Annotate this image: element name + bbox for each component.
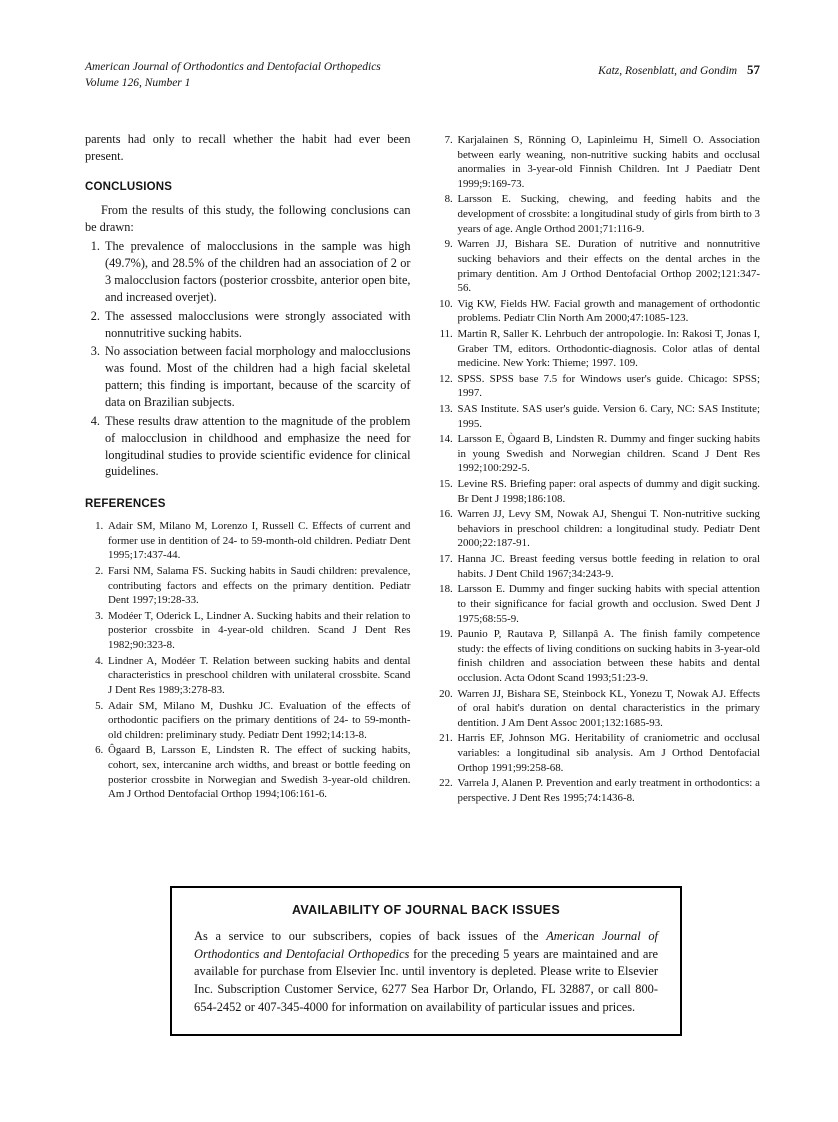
reference-item: 9. Warren JJ, Bishara SE. Duration of nutritive and nonnutritive sucking behaviors and their effects on the dental arches in the primary dentition. Am J Orthod Dentofacial Orthop 2002;121:347-56.: [456, 237, 761, 295]
running-head-authors: Katz, Rosenblatt, and Gondim: [598, 65, 738, 77]
reference-item: 17. Hanna JC. Breast feeding versus bottle feeding in relation to oral habits. J Dent Child 1967;34:243-9.: [456, 552, 761, 581]
journal-name: American Journal of Orthodontics and Dentofacial Orthopedics: [85, 61, 381, 73]
reference-item: 20. Warren JJ, Bishara SE, Steinbock KL, Yonezu T, Nowak AJ. Effects of oral habit's duration on dental characteristics in the primary dentition. J Am Dent Assoc 2001;132:1685-93.: [456, 687, 761, 731]
journal-volume: Volume 126, Number 1: [85, 76, 191, 89]
article-body: [0, 91, 838, 806]
reference-item: 14. Larsson E, Ògaard B, Lindsten R. Dummy and finger sucking habits in young Swedish and Norwegian children. Scand J Dent Res 1992;100:292-5.: [456, 432, 761, 476]
back-issues-journal-name: American Journal of Orthodontics and Dentofacial Orthopedics: [194, 929, 658, 961]
continued-paragraph: parents had only to recall whether the habit had ever been present.: [85, 132, 411, 163]
running-head: [598, 60, 760, 80]
reference-item: 8. Larsson E. Sucking, chewing, and feeding habits and the development of crossbite: a longitudinal study of girls from birth to 3 years of age. Angle Orthod 2001;71:116-9.: [456, 192, 761, 236]
conclusion-item: 4. These results draw attention to the magnitude of the problem of malocclusion in childhood and emphasize the need for longitudinal studies to provide scientific evidence for clinical guidelines.: [103, 413, 411, 480]
left-column: [85, 131, 411, 806]
reference-item: 15. Levine RS. Briefing paper: oral aspects of dummy and digit sucking. Br Dent J 1998;186:108.: [456, 477, 761, 506]
back-issues-body-pre: As a service to our subscribers, copies of back issues of the: [194, 929, 547, 943]
reference-item: 3. Modéer T, Oderick L, Lindner A. Sucking habits and their relation to posterior crossbite in 4-year-old children. Scand J Dent Res 1982;90:323-8.: [106, 609, 411, 653]
reference-item: 10. Vig KW, Fields HW. Facial growth and management of orthodontic problems. Pediatr Clin North Am 2000;47:1085-123.: [456, 297, 761, 326]
conclusions-intro: From the results of this study, the following conclusions can be drawn:: [85, 202, 411, 234]
conclusion-item: 2. The assessed malocclusions were strongly associated with nonnutritive sucking habits.: [103, 308, 411, 342]
reference-item: 13. SAS Institute. SAS user's guide. Version 6. Cary, NC: SAS Institute; 1995.: [456, 402, 761, 431]
reference-item: 7. Karjalainen S, Rönning O, Lapinleimu H, Simell O. Association between early weaning, non-nutritive sucking habits and occlusal anormalies in 3-year-old Finnish Children. Int J Paediatr Dent 1999;9:169-73.: [456, 133, 761, 191]
reference-item: 16. Warren JJ, Levy SM, Nowak AJ, Shengui T. Non-nutritive sucking behaviors in preschool children: a longitudinal study. Pediatr Dent 2000;22:187-91.: [456, 507, 761, 551]
page-number: 57: [747, 62, 760, 77]
conclusions-heading: CONCLUSIONS: [85, 180, 173, 193]
reference-item: 6. Ôgaard B, Larsson E, Lindsten R. The effect of sucking habits, cohort, sex, intercanine arch widths, and breast or bottle feeding on posterior crossbite in Norwegian and Swedish 3-year-old children. Am J Orthod Dentofacial Orthop 1994;106:161-6.: [106, 743, 411, 801]
page-header: [0, 0, 838, 91]
references-list-second: [435, 133, 761, 805]
references-heading: REFERENCES: [85, 498, 166, 511]
reference-item: 4. Lindner A, Modéer T. Relation between sucking habits and dental characteristics in preschool children with unilateral crossbite. Scand J Dent Res 1989;3:278-83.: [106, 654, 411, 698]
references-list-first: [85, 519, 411, 802]
reference-item: 12. SPSS. SPSS base 7.5 for Windows user's guide. Chicago: SPSS; 1997.: [456, 372, 761, 401]
reference-item: 19. Paunio P, Rautava P, Sillanpâ A. The finish family competence study: the effects of living conditions on sucking habits in 3-year-old finish children and association between these habits and dental occlusion. Acta Odont Scand 1993;51:23-9.: [456, 627, 761, 685]
reference-item: 18. Larsson E. Dummy and finger sucking habits with special attention to their significance for facial growth and occlusion. Swed Dent J 1975;68:55-9.: [456, 582, 761, 626]
conclusion-item: 1. The prevalence of malocclusions in the sample was high (49.7%), and 28.5% of the children had an association of 2 or 3 malocclusion factors (posterior crossbite, anterior open bite, and increased overjet).: [103, 238, 411, 305]
back-issues-body-post: for the preceding 5 years are maintained and are available for purchase from Elsevier Inc. until inventory is depleted. Please write to Elsevier Inc. Subscription Customer Service, 6277 Sea Harbor Dr, Orlando, FL 32887, or call 800-654-2452 or 407-345-4000 for information on availability of particular issues and prices.: [194, 946, 658, 1014]
journal-info: [85, 60, 381, 91]
reference-item: 21. Harris EF, Johnson MG. Heritability of craniometric and occlusal variables: a longitudinal sib analysis. Am J Orthod Dentofacial Orthop 1991;99:258-68.: [456, 731, 761, 775]
right-column: [435, 131, 761, 806]
reference-item: 22. Varrela J, Alanen P. Prevention and early treatment in orthodontics: a perspective. J Dent Res 1995;74:1436-8.: [456, 776, 761, 805]
conclusions-list: [85, 238, 411, 480]
conclusion-item: 3. No association between facial morphology and malocclusions was found. Most of the children had a high facial skeletal pattern; this finding is important, because of the scarcity of data on Brazilian subjects.: [103, 343, 411, 410]
reference-item: 5. Adair SM, Milano M, Dushku JC. Evaluation of the effects of orthodontic pacifiers on the primary dentitions of 24- to 59-month-old children: preliminary study. Pediatr Dent 1992;14:13-8.: [106, 699, 411, 743]
back-issues-box: [170, 886, 682, 1036]
reference-item: 1. Adair SM, Milano M, Lorenzo I, Russell C. Effects of current and former use in dentition of 24- to 59-month-old children. Pediatr Dent 1995;17:437-44.: [106, 519, 411, 563]
reference-item: 11. Martin R, Saller K. Lehrbuch der antropologie. In: Rakosi T, Jonas I, Graber TM, editors. Orthodontic-diagnosis. Color atlas of dental medicine. New York: Thieme; 1997. 109.: [456, 327, 761, 371]
reference-item: 2. Farsi NM, Salama FS. Sucking habits in Saudi children: prevalence, contributing factors and effects on the primary dentition. Pediatr Dent 1997;19:28-33.: [106, 564, 411, 608]
back-issues-body: [194, 928, 658, 1017]
back-issues-title: AVAILABILITY OF JOURNAL BACK ISSUES: [292, 903, 560, 917]
